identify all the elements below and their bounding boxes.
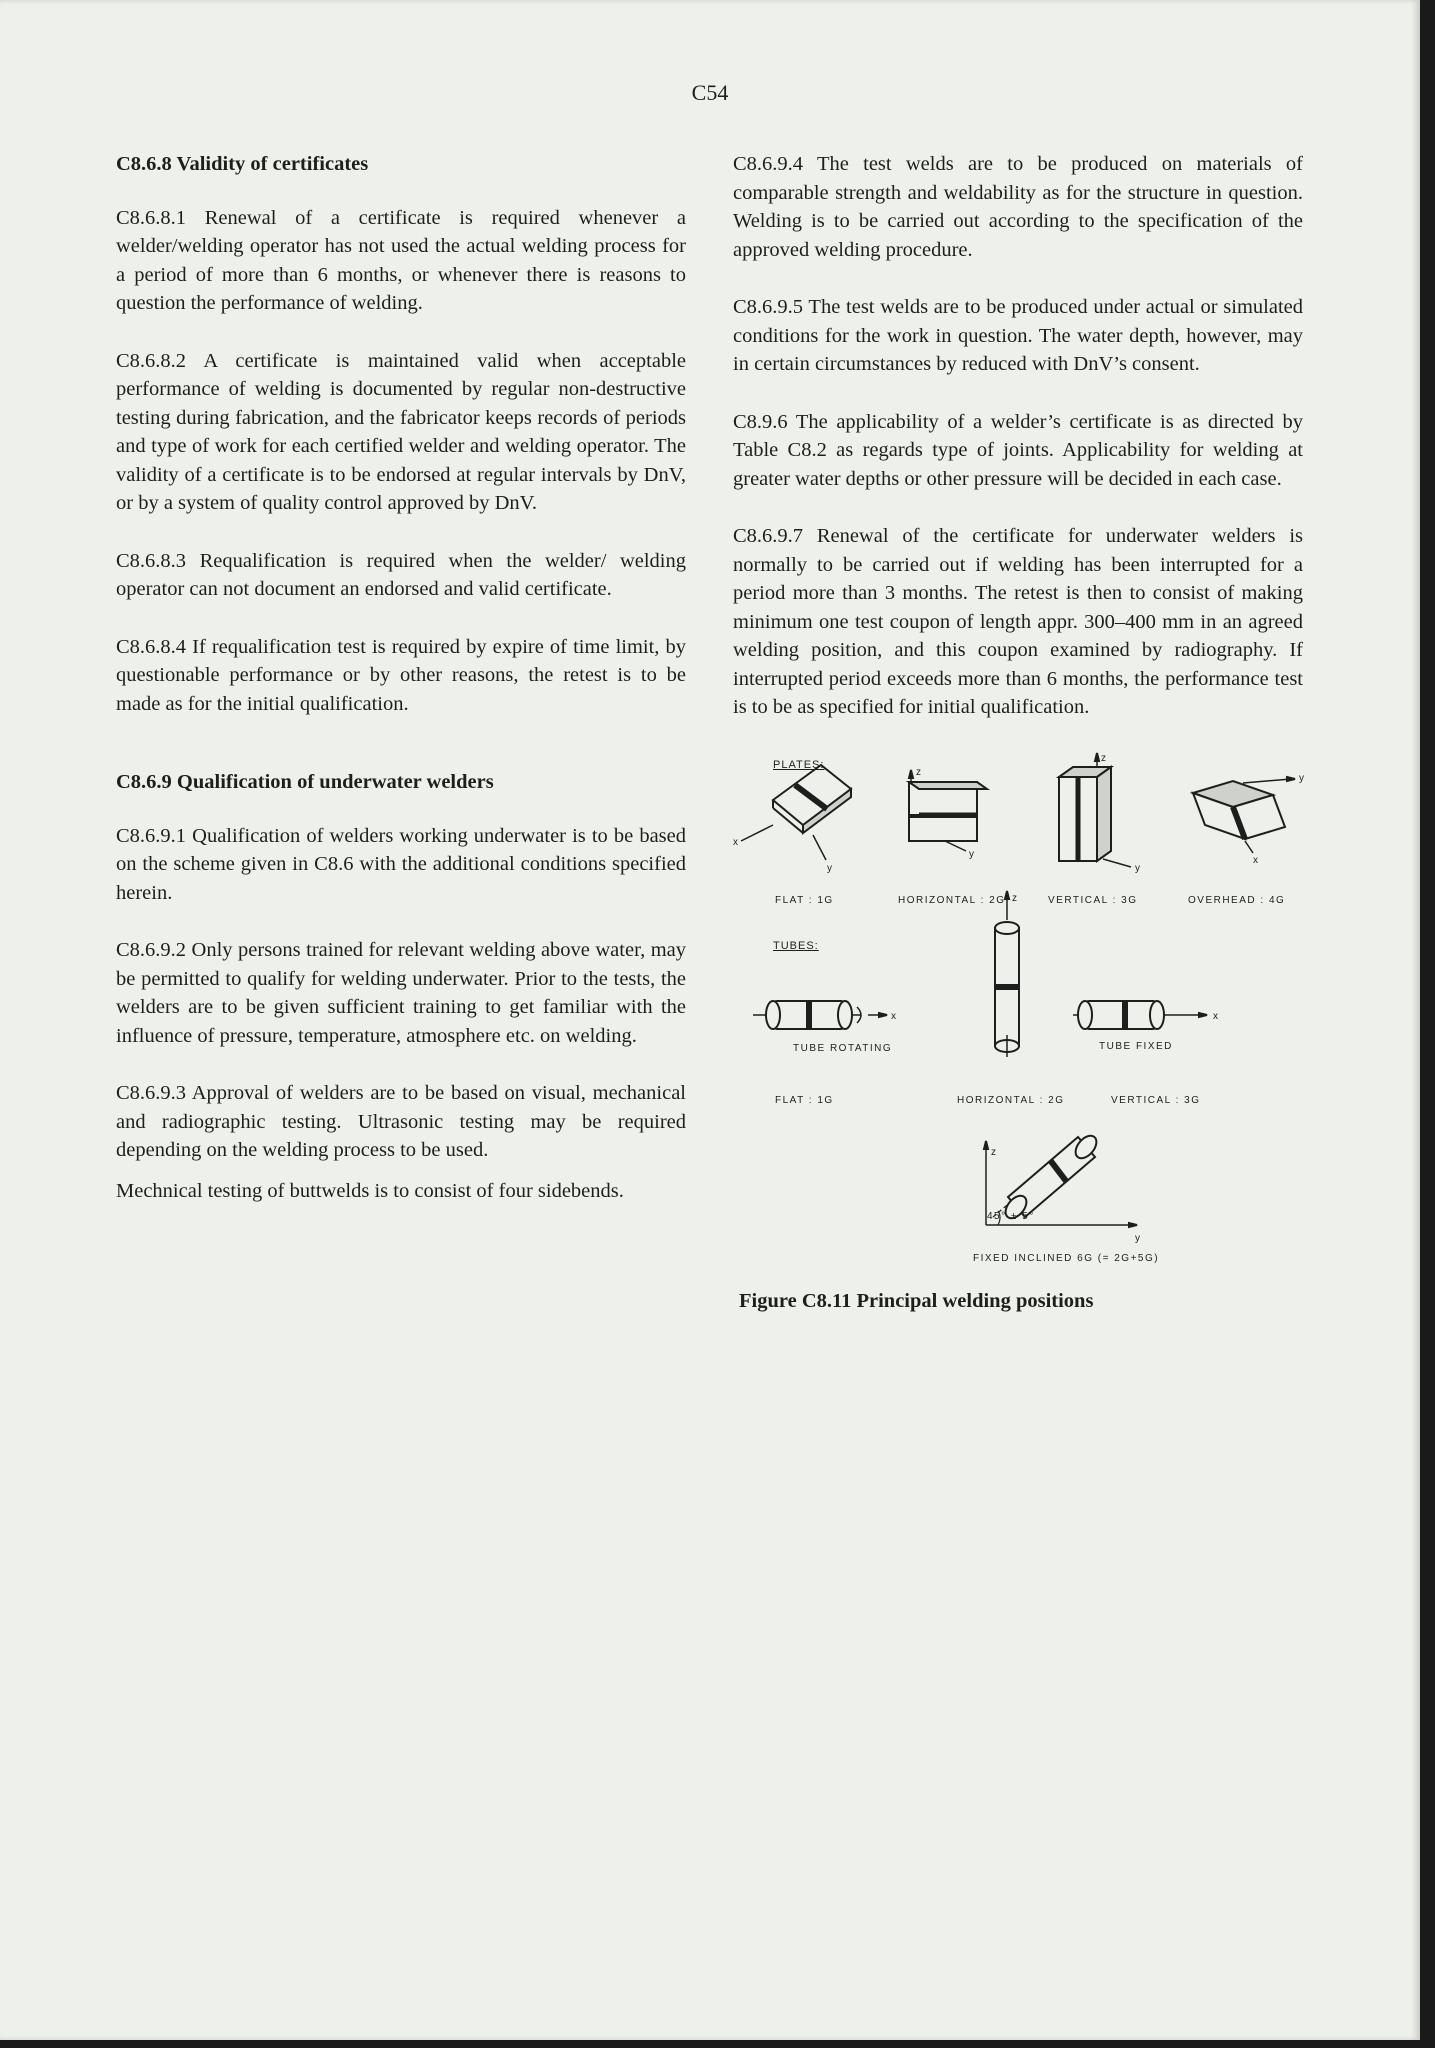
tube-label-flat: FLAT : 1G [775,1094,834,1106]
paragraph-c8-6-8-3: C8.6.8.3 Requalification is required when the welder/ welding operator can not document an endorsed and valid certificate. [116,549,686,600]
right-column [733,150,1303,1325]
tube-rotating-diagram [753,1001,887,1029]
plate-label-horizontal: HORIZONTAL : 2G [898,894,1006,906]
paragraph-c8-6-9-7: C8.6.9.7 Renewal of the certificate for underwater welders is normally to be carried out if welding has been interrupted for a period more than 3 months. The retest is then to consist of making minimum one test coupon of length appr. 300–400 mm in an agreed welding position, and this coupon examined by radiography. If interrupted period exceeds more than 6 months, the performance test is to be as specified for initial qualification. [733,525,1303,718]
tube-label-horizontal: HORIZONTAL : 2G [957,1094,1065,1106]
plate-label-vertical: VERTICAL : 3G [1048,894,1138,906]
plates-heading: PLATES: [773,758,825,771]
paragraph-c8-9-6: C8.9.6 The applicability of a welder’s certificate is as directed by Table C8.2 as regards type of joints. Applicability for welding at greater water depths or other pressure will be decided in each case. [733,410,1303,490]
axis-y-label: y [1135,862,1140,874]
angle-label: 45° ± 5° [987,1210,1035,1222]
axis-z-label: z [991,1146,996,1158]
paragraph-c8-6-8-1: C8.6.8.1 Renewal of a certificate is required whenever a welder/welding operator has not used the actual welding process for a period of more than 6 months, or whenever there is reasons to question the performance of welding. [116,206,686,314]
paragraph-c8-6-9-4: C8.6.9.4 The test welds are to be produced on materials of comparable strength and weldability as for the structure in question. Welding is to be carried out according to the specification of the approved welding procedure. [733,153,1303,261]
tube-fixed-diagram [1073,1001,1207,1029]
paragraph-c8-6-8-2: C8.6.8.2 A certificate is maintained valid when acceptable performance of welding is documented by regular non-destructive testing during fabrication, and the fabricator keeps records of periods and type of work for each certified welder and welding operator. The validity of a certificate is to be endorsed at regular intervals by DnV, or by a system of quality control approved by DnV. [116,349,686,514]
paragraph-c8-6-9-1: C8.6.9.1 Qualification of welders working underwater is to be based on the scheme given in C8.6 with the additional conditions specified herein. [116,824,686,904]
section-heading-underwater: C8.6.9 Qualification of underwater welders [116,771,494,793]
figure-caption: Figure C8.11 Principal welding positions [739,1289,1094,1312]
fixed-inclined-label: FIXED INCLINED 6G (= 2G+5G) [973,1252,1160,1264]
plate-vertical-diagram [1059,753,1131,867]
plate-label-flat: FLAT : 1G [775,894,834,906]
paragraph-c8-6-8-4: C8.6.8.4 If requalification test is required by expire of time limit, by questionable performance or by other reasons, the retest is to be made as for the initial qualification. [116,635,686,715]
axis-y-label: y [827,862,832,874]
plate-label-overhead: OVERHEAD : 4G [1188,894,1286,906]
axis-z-label: z [916,766,921,778]
tube-fixed-label: TUBE FIXED [1099,1040,1173,1052]
tube-horizontal-2g-diagram [995,922,1019,1057]
paragraph-c8-6-9-3: C8.6.9.3 Approval of welders are to be based on visual, mechanical and radiographic testing. Ultrasonic testing may be required depending on the welding process to be used. [116,1082,686,1161]
section-heading-validity: C8.6.8 Validity of certificates [116,153,369,175]
axis-y-label: y [1135,1232,1140,1244]
plate-overhead-diagram [1193,777,1295,853]
left-column [116,150,686,1234]
plate-horizontal-diagram [909,770,987,851]
paragraph-mechanical-testing: Mechnical testing of buttwelds is to consist of four sidebends. [116,1179,624,1202]
axis-x-label: x [1213,1010,1218,1022]
axis-z-label: z [1101,752,1106,764]
page-number: C54 [691,80,729,105]
paragraph-c8-6-9-2: C8.6.9.2 Only persons trained for relevant welding above water, may be permitted to qualify for welding underwater. Prior to the tests, the welders are to be given sufficient training to get familiar with the influence of pressure, temperature, atmosphere etc. on welding. [116,939,686,1047]
axis-y-label: y [1299,772,1304,784]
axis-x-label: x [733,836,738,848]
axis-x-label: x [891,1010,896,1022]
tubes-heading: TUBES: [773,939,819,952]
axis-y-label: y [969,848,974,860]
axis-x-label: x [1253,854,1258,866]
paragraph-c8-6-9-5: C8.6.9.5 The test welds are to be produced under actual or simulated conditions for the work in question. The water depth, however, may in certain circumstances by reduced with DnV’s consent. [733,296,1303,375]
axis-z-label: z [1012,892,1017,904]
tube-rotating-label: TUBE ROTATING [793,1042,893,1054]
tube-label-vertical: VERTICAL : 3G [1111,1094,1201,1106]
welding-positions-figure [733,745,1303,1325]
